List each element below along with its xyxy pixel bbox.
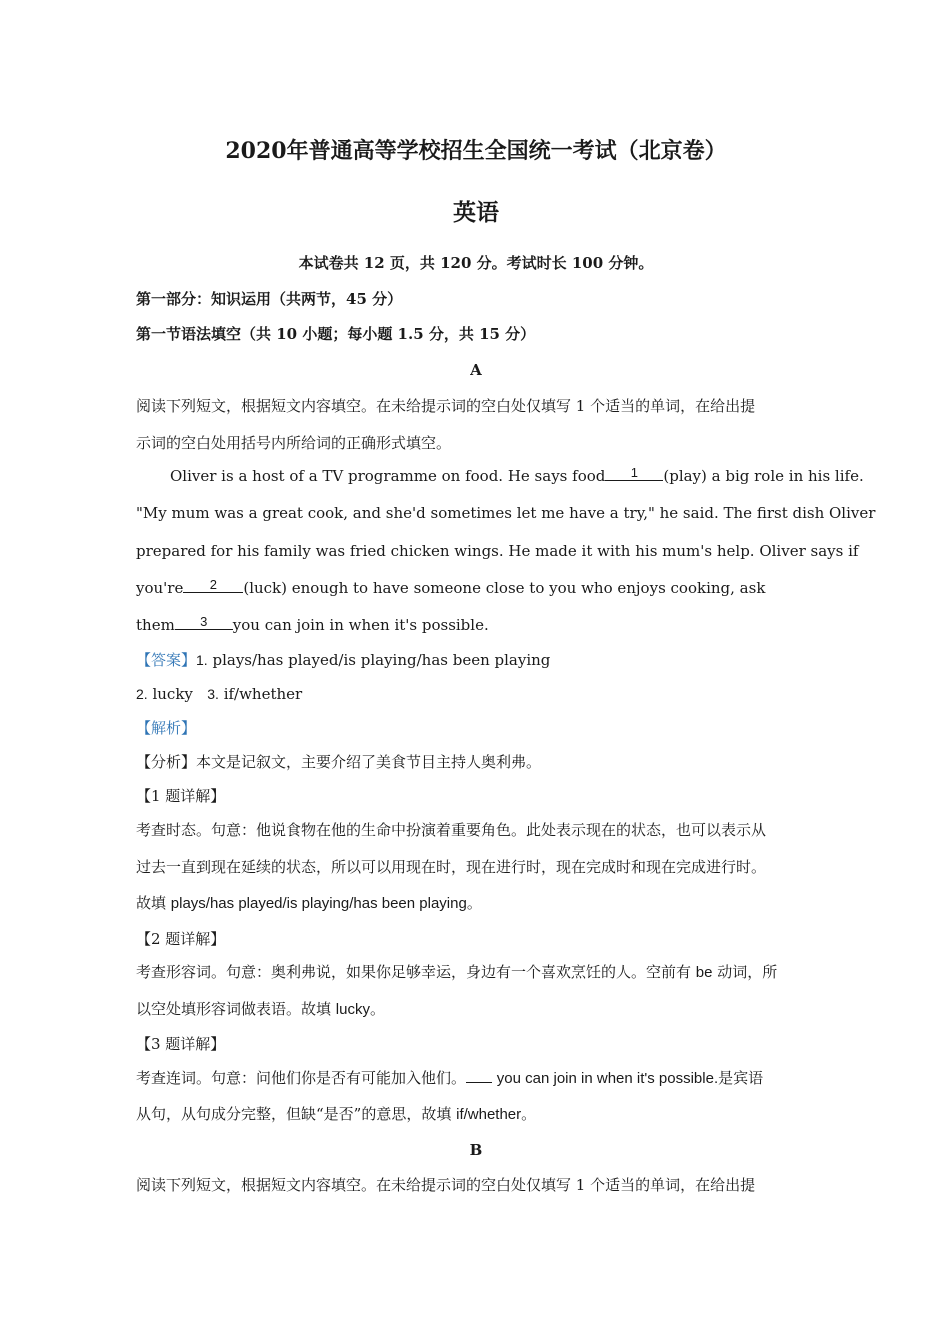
q3-line-1 (136, 1068, 763, 1089)
answer-2-text: lucky (152, 685, 193, 703)
exam-title: 2020年普通高等学校招生全国统一考试（北京卷） (225, 138, 727, 164)
q2-text: 以空处填形容词做表语。故填 (136, 1000, 336, 1018)
analysis-overview (136, 752, 541, 772)
answer-3-number: 3. (207, 686, 219, 702)
q1-text: 故填 (136, 894, 171, 912)
q3-heading: 【3 题详解】 (136, 1035, 226, 1053)
passage-a-letter: A (470, 361, 482, 379)
q3-blank (466, 1082, 492, 1083)
answer-3-text: if/whether (223, 685, 303, 703)
passage-a-line-1 (170, 466, 864, 486)
q2-line-2 (136, 999, 385, 1020)
passage-a-line-5 (136, 615, 489, 635)
passage-a-instruction-1: 阅读下列短文，根据短文内容填空。在未给提示词的空白处仅填写 1 个适当的单词，在给出提 (136, 397, 756, 415)
answer-2-number: 2. (136, 686, 148, 702)
q2-text-end: 。 (369, 1000, 385, 1018)
q1-answer: plays/has played/is playing/has been playing (170, 895, 467, 912)
q2-be: be (695, 964, 713, 981)
q2-text-end: 动词，所 (712, 963, 778, 981)
q3-text: 考查连词。句意：问他们你是否有可能加入他们。 (136, 1069, 467, 1087)
answer-1-number: 1. (196, 652, 208, 668)
q3-sentence: you can join in when it's possible. (496, 1070, 719, 1087)
answer-line-2 (136, 684, 302, 704)
section-heading: 第一节语法填空（共 10 小题；每小题 1.5 分，共 15 分） (136, 325, 536, 343)
answer-1-text: plays/has played/is playing/has been playing (212, 651, 551, 669)
q1-line-1: 考查时态。句意：他说食物在他的生命中扮演着重要角色。此处表示现在的状态，也可以表示从 (136, 821, 767, 839)
q1-text-end: 。 (466, 894, 482, 912)
blank-2: 2 (183, 578, 243, 593)
answer-label: 【答案】 (136, 651, 197, 669)
exam-info: 本试卷共 12 页，共 120 分。考试时长 100 分钟。 (298, 254, 654, 272)
blank-1: 1 (605, 466, 663, 481)
q2-heading: 【2 题详解】 (136, 930, 226, 948)
q3-line-2 (136, 1104, 536, 1125)
q2-answer: lucky (335, 1001, 370, 1018)
q3-text-end: 是宾语 (718, 1069, 764, 1087)
passage-text: you're (136, 579, 184, 597)
passage-a-instruction-2: 示词的空白处用括号内所给词的正确形式填空。 (136, 434, 452, 452)
q3-text-end: 。 (521, 1105, 537, 1123)
passage-b-instruction-1: 阅读下列短文，根据短文内容填空。在未给提示词的空白处仅填写 1 个适当的单词，在给出提 (136, 1176, 756, 1194)
passage-text: Oliver is a host of a TV programme on food. He says food (170, 467, 606, 485)
analysis-label: 【解析】 (136, 719, 197, 737)
blank-3: 3 (175, 615, 233, 630)
passage-a-line-4 (136, 578, 765, 598)
passage-text: (play) a big role in his life. (663, 467, 864, 485)
part-heading: 第一部分：知识运用（共两节，45 分） (136, 290, 403, 308)
q1-line-3 (136, 893, 482, 914)
q1-line-2: 过去一直到现在延续的状态，所以可以用现在时，现在进行时，现在完成时和现在完成进行时。 (136, 858, 767, 876)
passage-text: (luck) enough to have someone close to you who enjoys cooking, ask (243, 579, 766, 597)
q3-answer: if/whether (456, 1106, 522, 1123)
passage-text: them (136, 616, 175, 634)
answer-line-1 (136, 650, 550, 670)
q2-text: 考查形容词。句意：奥利弗说，如果你足够幸运，身边有一个喜欢烹饪的人。空前有 (136, 963, 696, 981)
passage-a-line-3: prepared for his family was fried chicken wings. He made it with his mum's help. Oliver says if (136, 542, 859, 560)
passage-a-line-2: "My mum was a great cook, and she'd sometimes let me have a try," he said. The first dish Oliver (136, 504, 876, 522)
passage-text: you can join in when it's possible. (232, 616, 489, 634)
q2-line-1 (136, 962, 777, 983)
q3-text: 从句，从句成分完整，但缺“是否”的意思，故填 (136, 1105, 457, 1123)
overview-label: 【分析】 (136, 753, 197, 771)
passage-b-letter: B (469, 1141, 483, 1159)
subject-title: 英语 (453, 199, 499, 226)
q1-heading: 【1 题详解】 (136, 787, 226, 805)
overview-text: 本文是记叙文，主要介绍了美食节目主持人奥利弗。 (196, 753, 542, 771)
